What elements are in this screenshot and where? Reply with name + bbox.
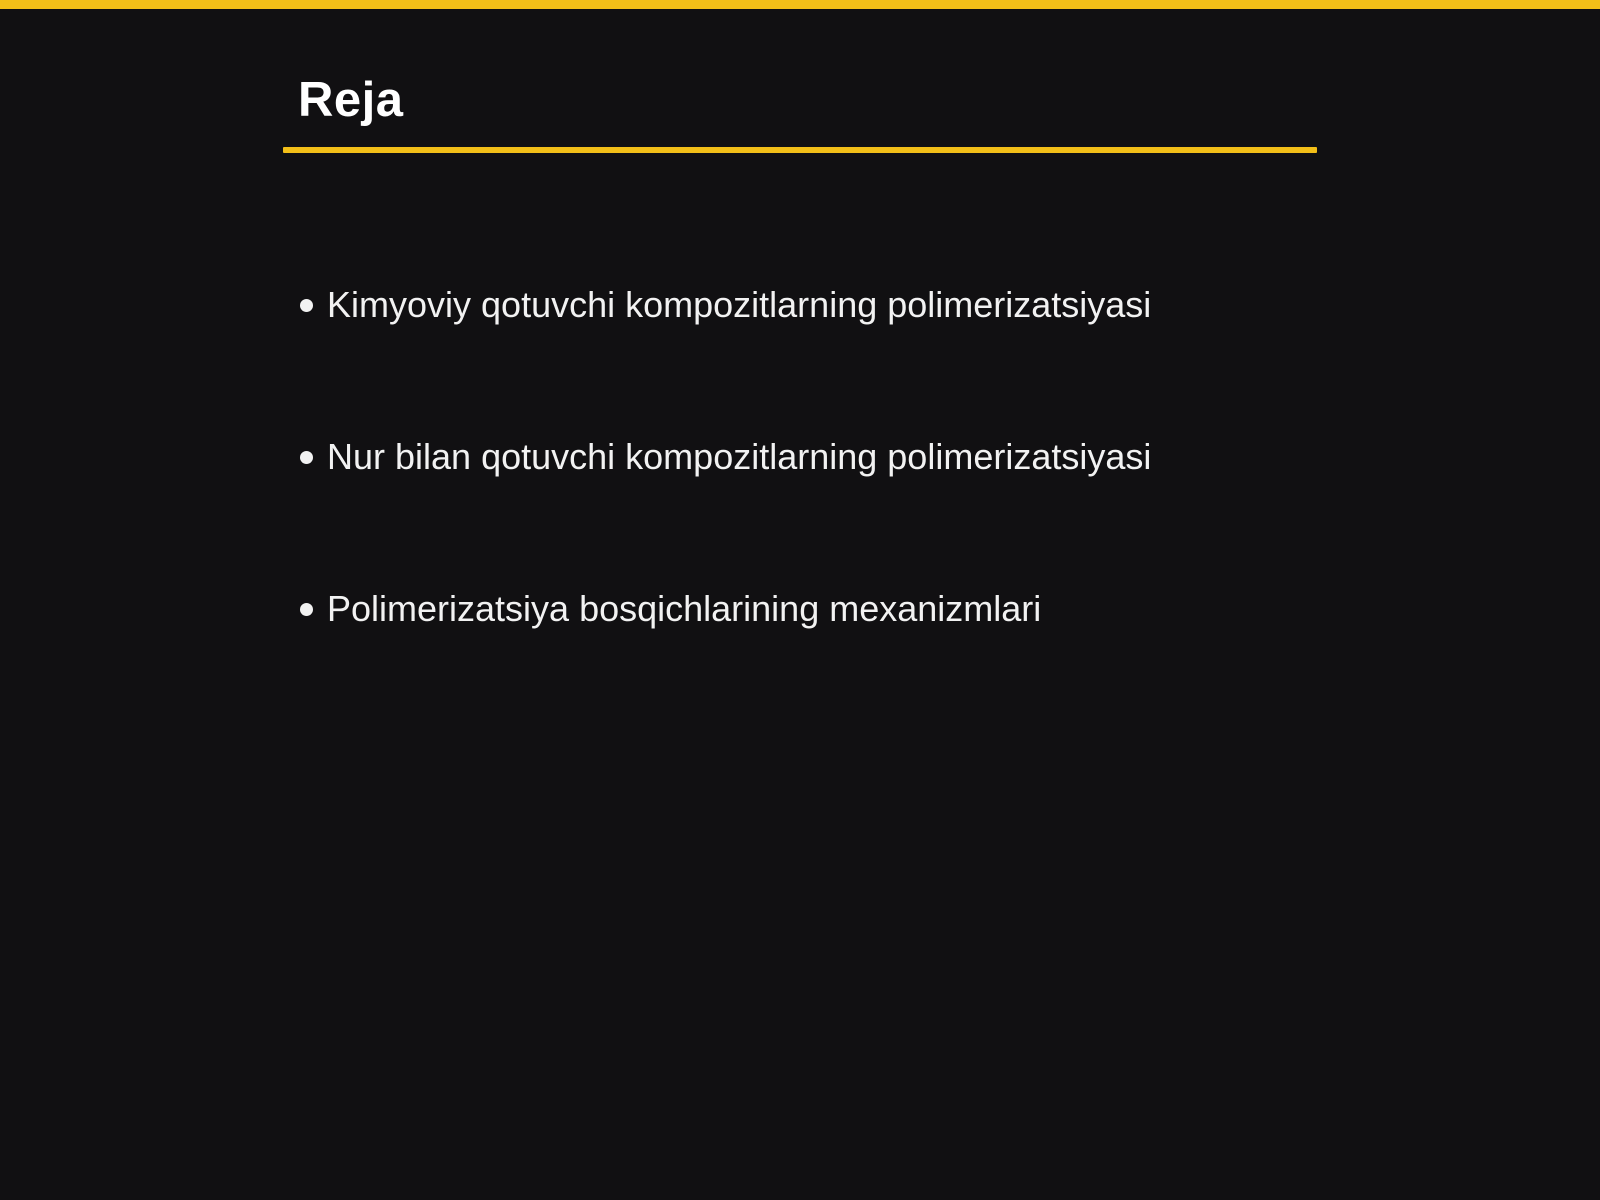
bullet-list [300, 270, 1151, 726]
bullet-icon [300, 299, 313, 312]
bullet-item-3 [300, 574, 1151, 644]
bullet-icon [300, 451, 313, 464]
top-accent-bar [0, 0, 1600, 9]
bullet-text: Nur bilan qotuvchi kompozitlarning polimerizatsiyasi [327, 436, 1152, 477]
bullet-text: Polimerizatsiya bosqichlarining mexanizmlari [327, 588, 1042, 629]
title-underline [283, 147, 1317, 153]
bullet-icon [300, 603, 313, 616]
bullet-item-2 [300, 422, 1151, 492]
bullet-item-1 [300, 270, 1151, 340]
slide-title: Reja [298, 73, 404, 127]
bullet-text: Kimyoviy qotuvchi kompozitlarning polimerizatsiyasi [327, 284, 1152, 325]
